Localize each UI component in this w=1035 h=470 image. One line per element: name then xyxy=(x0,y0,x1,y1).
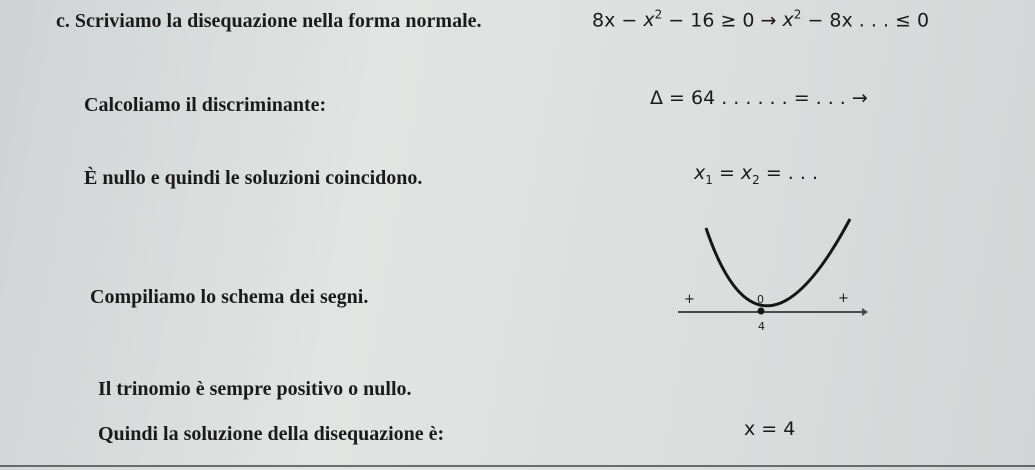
eq-term-x2: $x^2$ xyxy=(643,8,663,32)
x2-sub: 2 xyxy=(752,172,760,187)
x1-var: x xyxy=(694,162,706,184)
discriminant-label: Calcoliamo il discriminante: xyxy=(84,94,327,116)
roots-formula xyxy=(694,162,818,187)
eq-term-16: − 16 ≥ 0 → xyxy=(668,9,777,32)
eq-rhs-rest: − 8x . . . ≤ 0 xyxy=(807,9,930,32)
conclusion-text: Il trinomio è sempre positivo o nullo. xyxy=(98,378,412,400)
root-label: 4 xyxy=(758,320,765,333)
axis-arrow xyxy=(862,308,868,316)
normal-form-equation xyxy=(592,8,929,31)
solution-label: Quindi la soluzione della disequazione è: xyxy=(98,423,445,445)
plus-right: + xyxy=(838,291,849,306)
eq-rhs-x2: $x^2$ xyxy=(782,8,802,32)
roots-eq: = xyxy=(718,162,735,184)
zero-sign: 0 xyxy=(757,293,764,306)
vertex-point xyxy=(758,308,765,315)
sign-chart xyxy=(660,205,880,340)
solution-value: x = 4 xyxy=(744,418,796,440)
roots-tail: = . . . xyxy=(765,162,819,184)
plus-left: + xyxy=(684,292,695,307)
eq-term-8x: 8x xyxy=(592,9,616,32)
sign-chart-label: Compiliamo lo schema dei segni. xyxy=(90,286,369,308)
intro-text: c. Scriviamo la disequazione nella forma normale. xyxy=(56,10,482,32)
parabola-curve xyxy=(706,219,850,306)
page-bottom-rule xyxy=(0,465,1035,467)
x1-sub: 1 xyxy=(705,172,713,187)
eq-minus: − xyxy=(621,9,638,32)
roots-label: È nullo e quindi le soluzioni coincidono. xyxy=(84,167,423,189)
discriminant-formula: Δ = 64 . . . . . . = . . . → xyxy=(650,87,868,109)
x2-var: x xyxy=(740,162,753,184)
